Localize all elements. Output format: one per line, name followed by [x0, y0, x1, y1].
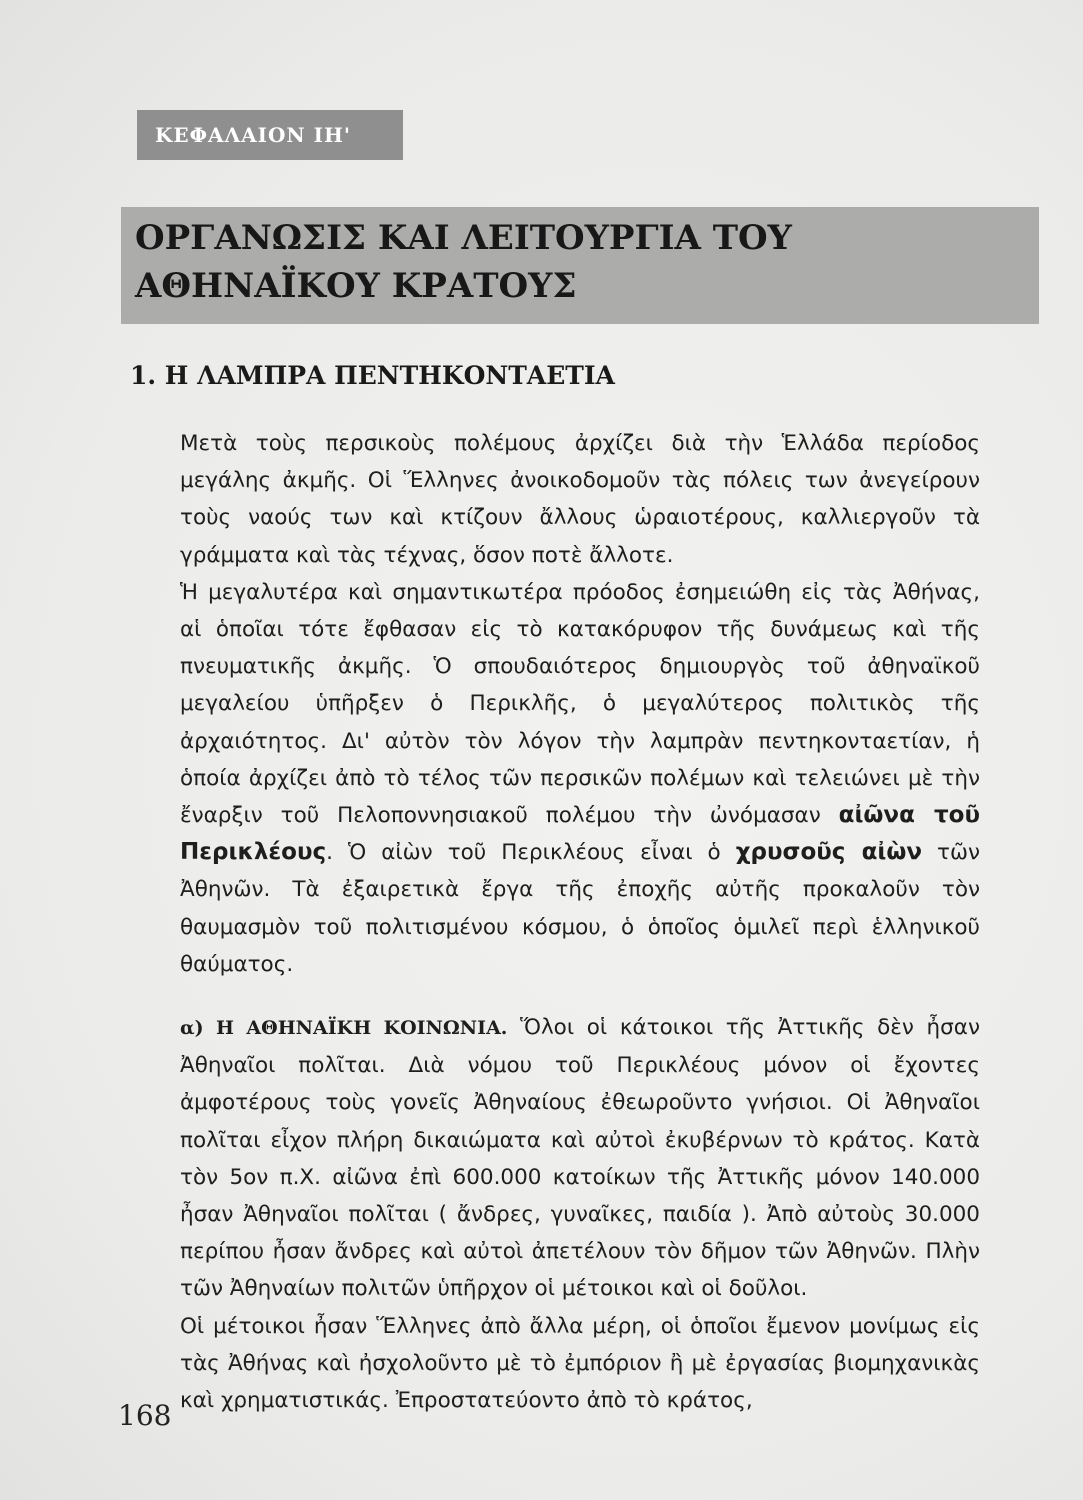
paragraph-2-part-c: τῶν Ἀθηνῶν. Τὰ ἐξαιρετικὰ ἔργα τῆς ἐποχῆς αὐτῆς προκαλοῦν τὸν θαυμασμὸν τοῦ πολιτισμένου κόσμου, ὁ ὁποῖος ὁμιλεῖ περὶ ἑλληνικοῦ θαύματος. — [180, 840, 981, 977]
section-heading: 1. Η ΛΑΜΠΡΑ ΠΕΝΤΗΚΟΝΤΑΕΤΙΑ — [130, 361, 615, 390]
body-text — [180, 425, 980, 1419]
paragraph-1: Μετὰ τοὺς περσικοὺς πολέμους ἀρχίζει διὰ τὴν Ἑλλάδα περίοδος μεγάλης ἀκμῆς. Οἱ Ἕλληνες ἀνοικοδομοῦν τὰς πόλεις των ἀνεγείρουν τοὺς ναούς των καὶ κτίζουν ἄλλους ὡραιοτέρους, καλλιεργοῦν τὰ γράμματα καὶ τὰς τέχνας, ὅσον ποτὲ ἄλλοτε. — [180, 431, 980, 568]
page-number: 168 — [118, 1399, 172, 1432]
paragraph-3-text: Ὅλοι οἱ κάτοικοι τῆς Ἀττικῆς δὲν ἦσαν Ἀθηναῖοι πολῖται. Διὰ νόμου τοῦ Περικλέους μόνον οἱ ἔχοντες ἀμφοτέρους τοὺς γονεῖς Ἀθηναίους ἐθεωροῦντο γνήσιοι. Οἱ Ἀθηναῖοι πολῖται εἶχον πλήρη δικαιώματα καὶ αὐτοὶ ἐκυβέρνων τὸ κράτος. Κατὰ τὸν 5ον π.Χ. αἰῶνα ἐπὶ 600.000 κατοίκων τῆς Ἀττικῆς μόνον 140.000 ἦσαν Ἀθηναῖοι πολῖται ( ἄνδρες, γυναῖκες, παιδία ). Ἀπὸ αὐτοὺς 30.000 περίπου ἦσαν ἄνδρες καὶ αὐτοὶ ἀπετέλουν τὸν δῆμον τῶν Ἀθηνῶν. Πλὴν τῶν Ἀθηναίων πολιτῶν ὑπῆρχον οἱ μέτοικοι καὶ οἱ δοῦλοι. — [180, 1015, 980, 1302]
paragraph-2 — [180, 574, 980, 983]
chapter-label: ΚΕΦΑΛΑΙΟΝ ΙΗ' — [137, 110, 403, 160]
chapter-title: ΟΡΓΑΝΩΣΙΣ ΚΑΙ ΛΕΙΤΟΥΡΓΙΑ ΤΟΥ ΑΘΗΝΑΪΚΟΥ ΚΡΑΤΟΥΣ — [135, 218, 792, 306]
paragraph-2-part-b: . Ὁ αἰὼν τοῦ Περικλέους εἶναι ὁ — [326, 840, 721, 866]
emphasis-golden-age: χρυσοῦς αἰὼν — [735, 839, 923, 866]
emphasis-century-of-pericles: αἰῶνα τοῦ Περικλέους — [180, 802, 980, 866]
paragraph-3 — [180, 1009, 980, 1308]
subsection-heading: α) Η ΑΘΗΝΑΪΚΗ ΚΟΙΝΩΝΙΑ. — [180, 1017, 508, 1040]
paragraph-2-part-a: Ἡ μεγαλυτέρα καὶ σημαντικωτέρα πρόοδος ἐσημειώθη εἰς τὰς Ἀθήνας, αἱ ὁποῖαι τότε ἔφθασαν εἰς τὸ κατακόρυφον τῆς δυνάμεως καὶ τῆς πνευματικῆς ἀκμῆς. Ὁ σπουδαιότερος δημιουργὸς τοῦ ἀθηναϊκοῦ μεγαλείου ὑπῆρξεν ὁ Περικλῆς, ὁ μεγαλύτερος πολιτικὸς τῆς ἀρχαιότητος. Δι' αὐτὸν τὸν λόγον τὴν λαμπρὰν πεντηκονταετίαν, ἡ ὁποία ἀρχίζει ἀπὸ τὸ τέλος τῶν περσικῶν πολέμων καὶ τελειώνει μὲ τὴν ἔναρξιν τοῦ Πελοποννησιακοῦ πολέμου τὴν ὠνόμασαν — [180, 579, 980, 829]
paragraph-4: Οἱ μέτοικοι ἦσαν Ἕλληνες ἀπὸ ἄλλα μέρη, οἱ ὁποῖοι ἔμενον μονίμως εἰς τὰς Ἀθήνας καὶ ἠσχολοῦντο μὲ τὸ ἐμπόριον ἢ μὲ ἐργασίας βιομηχανικὰς καὶ χρηματιστικάς. Ἐπροστατεύοντο ἀπὸ τὸ κράτος, — [180, 1313, 980, 1414]
